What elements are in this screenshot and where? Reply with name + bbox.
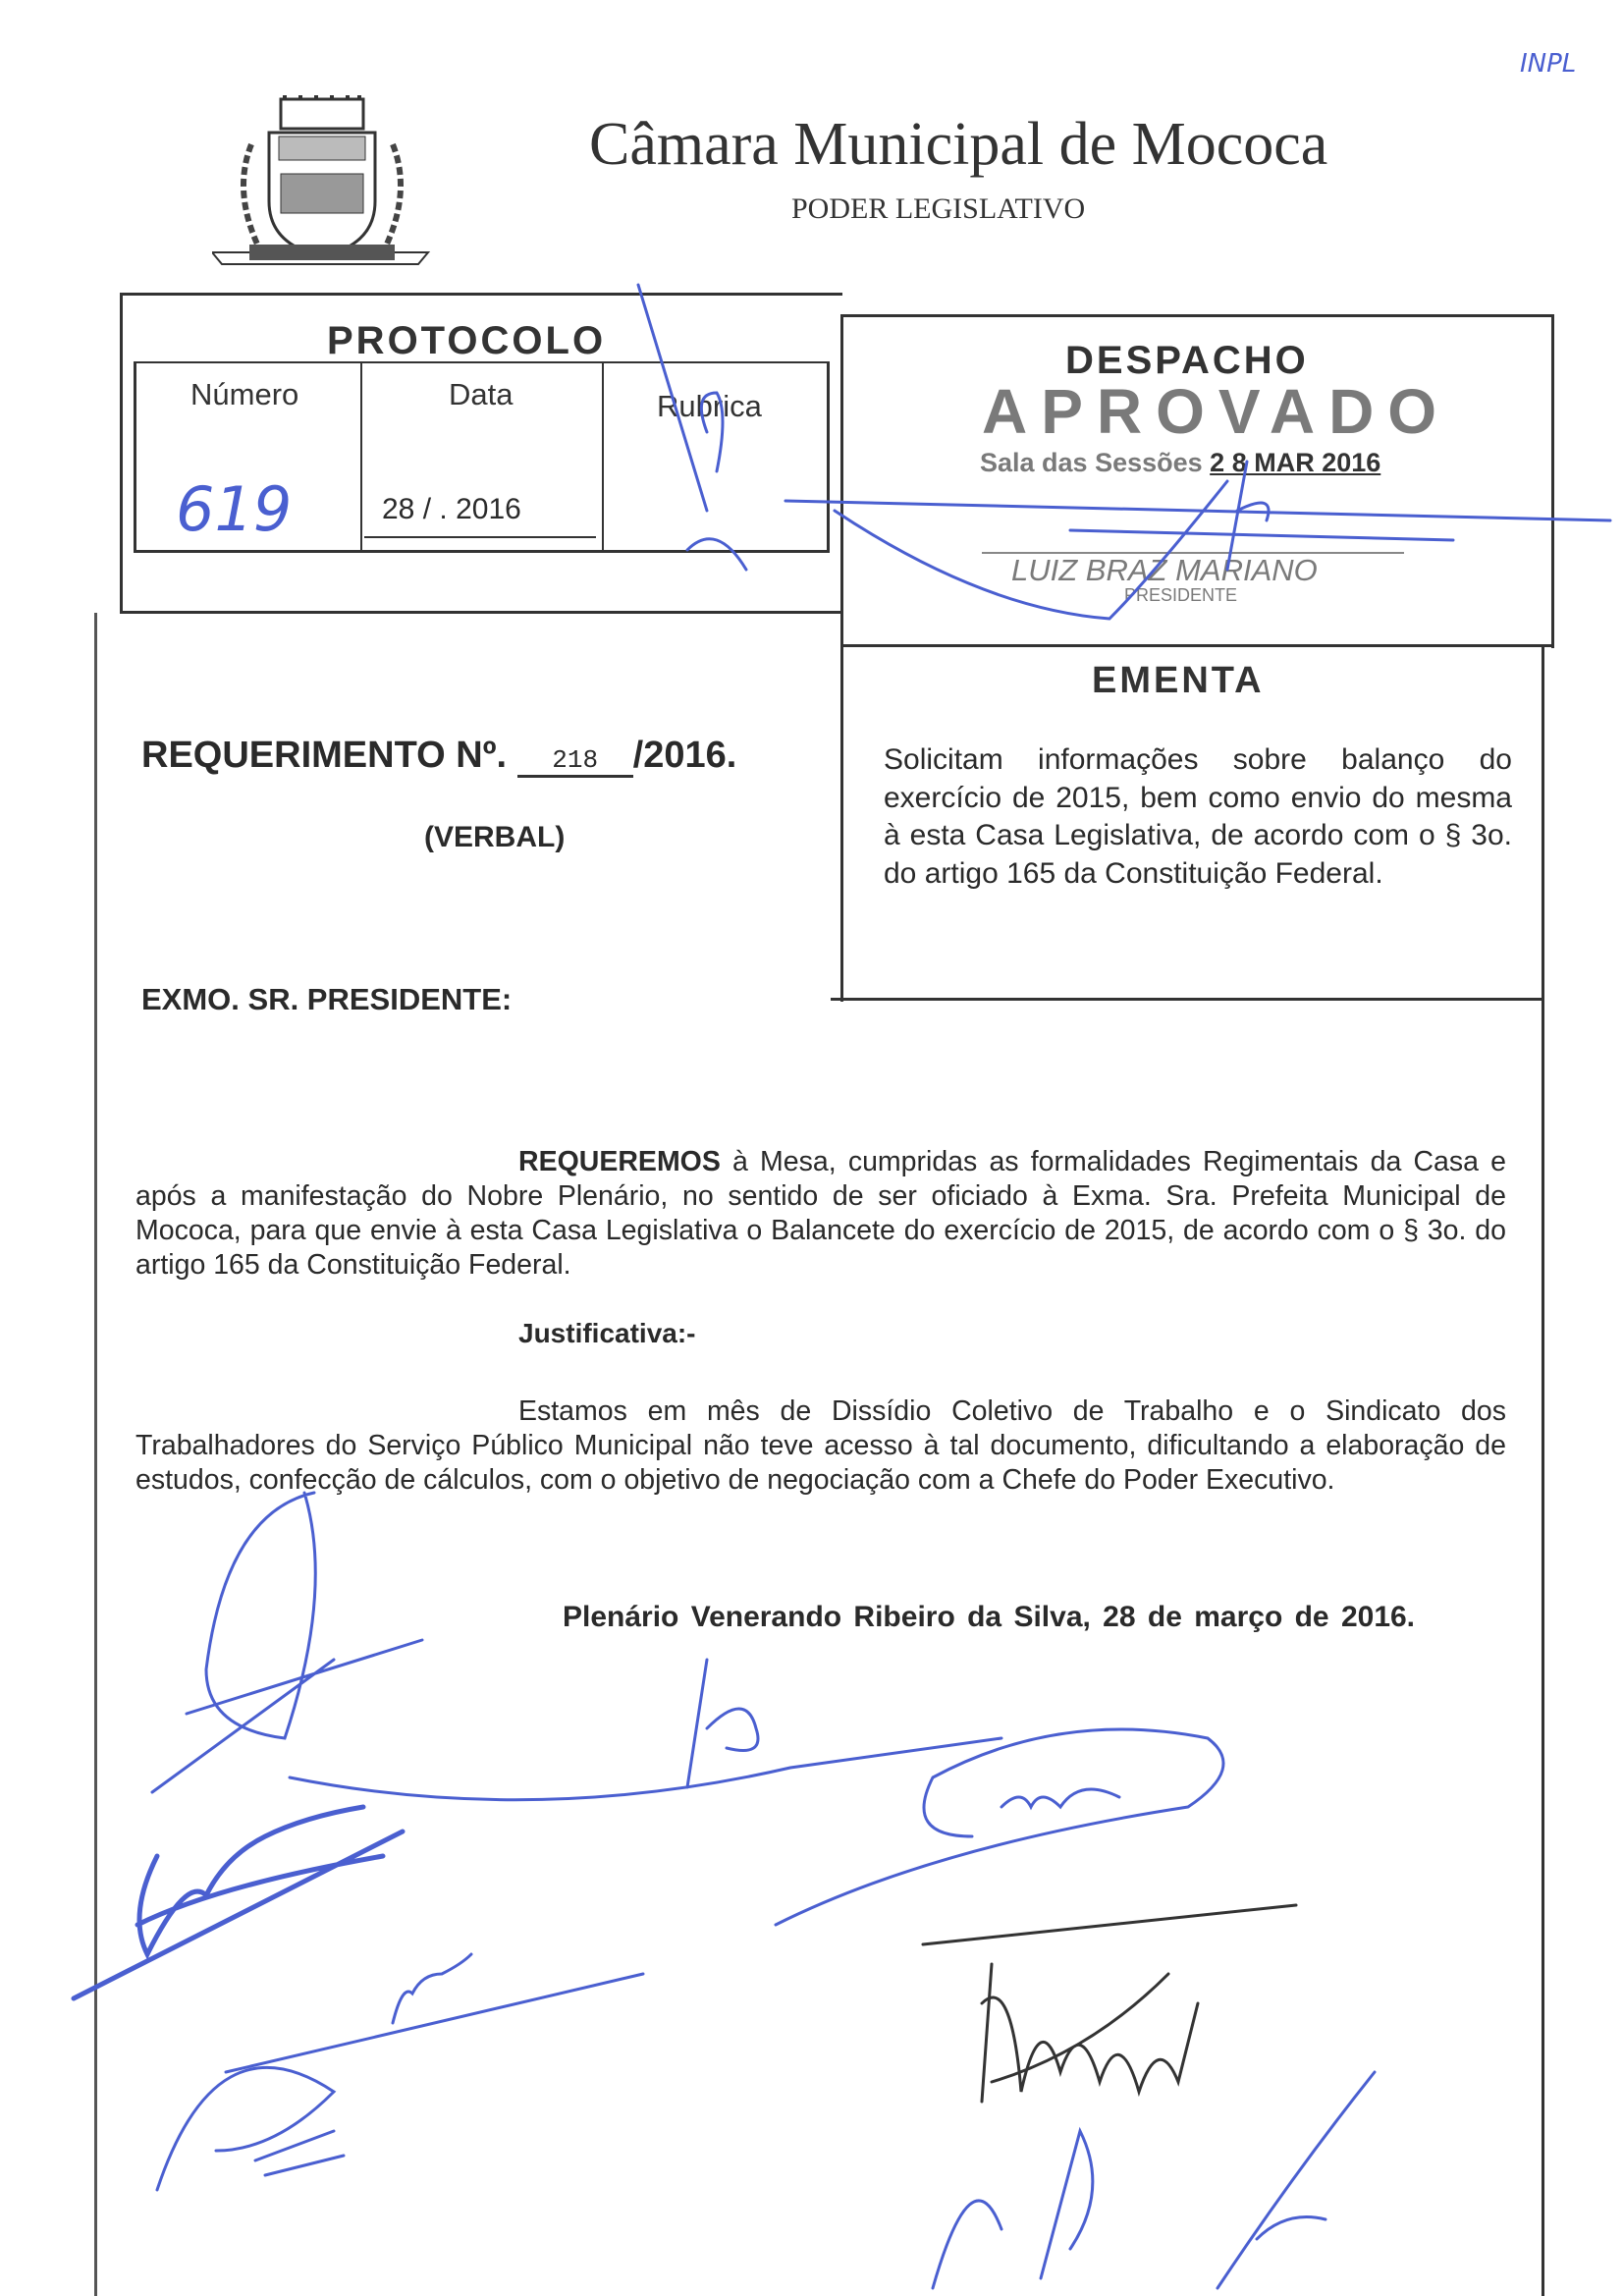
signature-1 bbox=[152, 1493, 422, 1792]
data-sep: / bbox=[422, 493, 432, 525]
data-year: . 2016 bbox=[439, 493, 521, 525]
protocolo-heading: PROTOCOLO bbox=[327, 319, 607, 362]
despacho-top bbox=[840, 314, 1554, 317]
ementa-top bbox=[840, 644, 1554, 647]
ementa-bottom bbox=[831, 998, 1542, 1001]
col-data: Data bbox=[449, 377, 514, 411]
signature-5 bbox=[157, 1954, 643, 2190]
signature-6 bbox=[923, 1905, 1296, 2102]
data-day: 28 bbox=[382, 493, 415, 525]
col-numero: Número bbox=[190, 377, 299, 411]
frame-top-left bbox=[120, 293, 842, 296]
requerimento-type: (VERBAL) bbox=[424, 821, 566, 853]
frame-left bbox=[94, 613, 97, 2296]
col-rubrica: Rubrica bbox=[657, 389, 762, 423]
requerimento-number: 218 bbox=[517, 745, 633, 778]
requerimento-label: REQUERIMENTO Nº. bbox=[141, 735, 508, 776]
sala-sessoes bbox=[980, 448, 1380, 478]
request-paragraph bbox=[135, 1145, 1506, 1283]
signature-7 bbox=[933, 2072, 1375, 2288]
data-value bbox=[382, 493, 521, 526]
chamber-subtitle: PODER LEGISLATIVO bbox=[791, 192, 1086, 225]
request-lead: REQUEREMOS bbox=[518, 1146, 721, 1177]
request-text: à Mesa, cumpridas as formalidades Regimentais da Casa e após a manifestação do Nobre Plenário, no sentido de ser oficiado à Exma. Sra. Prefeita Municipal de Mococa, para que envie à esta Casa Legislativa o Balancete do exercício de 2015, de acordo com o § 3o. do artigo 165 da Constituição Federal. bbox=[135, 1146, 1506, 1281]
justificativa-label: Justificativa:- bbox=[518, 1318, 696, 1348]
sala-label: Sala das Sessões bbox=[980, 448, 1203, 477]
chamber-title: Câmara Municipal de Mococa bbox=[589, 111, 1328, 178]
coat-of-arms-logo bbox=[212, 95, 432, 278]
signature-4 bbox=[74, 1807, 403, 1998]
despacho-heading: DESPACHO bbox=[1065, 339, 1309, 382]
requerimento-year: /2016. bbox=[632, 735, 737, 776]
signer-name: LUIZ BRAZ MARIANO bbox=[1011, 553, 1318, 587]
numero-value: 619 bbox=[176, 473, 293, 545]
sala-date: 2 8 MAR 2016 bbox=[1210, 448, 1381, 477]
protocolo-table bbox=[134, 361, 830, 553]
signer-role: PRESIDENTE bbox=[1124, 585, 1238, 605]
ementa-text: Solicitam informações sobre balanço do exercício de 2015, bem como envio do mesma à esta Casa Legislativa, de acordo com o § 3o. do artigo 165 da Constituição Federal. bbox=[884, 743, 1512, 890]
aprovado-stamp: APROVADO bbox=[982, 376, 1451, 447]
ementa-heading: EMENTA bbox=[1092, 660, 1265, 701]
justificativa-text: Estamos em mês de Dissídio Coletivo de Trabalho e o Sindicato dos Trabalhadores do Serviço Público Municipal não teve acesso à tal documento, dificultando a elaboração de estudos, confecção de cálculos, com o objetivo de negociação com a Chefe do Poder Executivo. bbox=[135, 1395, 1506, 1496]
frame-left-top bbox=[120, 293, 123, 613]
despacho-right bbox=[1551, 314, 1554, 648]
frame-right bbox=[1542, 644, 1544, 2296]
signature-2 bbox=[290, 1660, 1001, 1800]
requerimento-title bbox=[141, 735, 736, 778]
signature-3 bbox=[776, 1729, 1223, 1925]
corner-annotation: INPL bbox=[1520, 49, 1577, 79]
salutation: EXMO. SR. PRESIDENTE: bbox=[141, 982, 513, 1016]
justificativa-paragraph bbox=[135, 1394, 1506, 1498]
closing-line: Plenário Venerando Ribeiro da Silva, 28 de março de 2016. bbox=[563, 1601, 1416, 1633]
despacho-left bbox=[840, 314, 843, 1002]
protocolo-divider bbox=[120, 611, 842, 614]
